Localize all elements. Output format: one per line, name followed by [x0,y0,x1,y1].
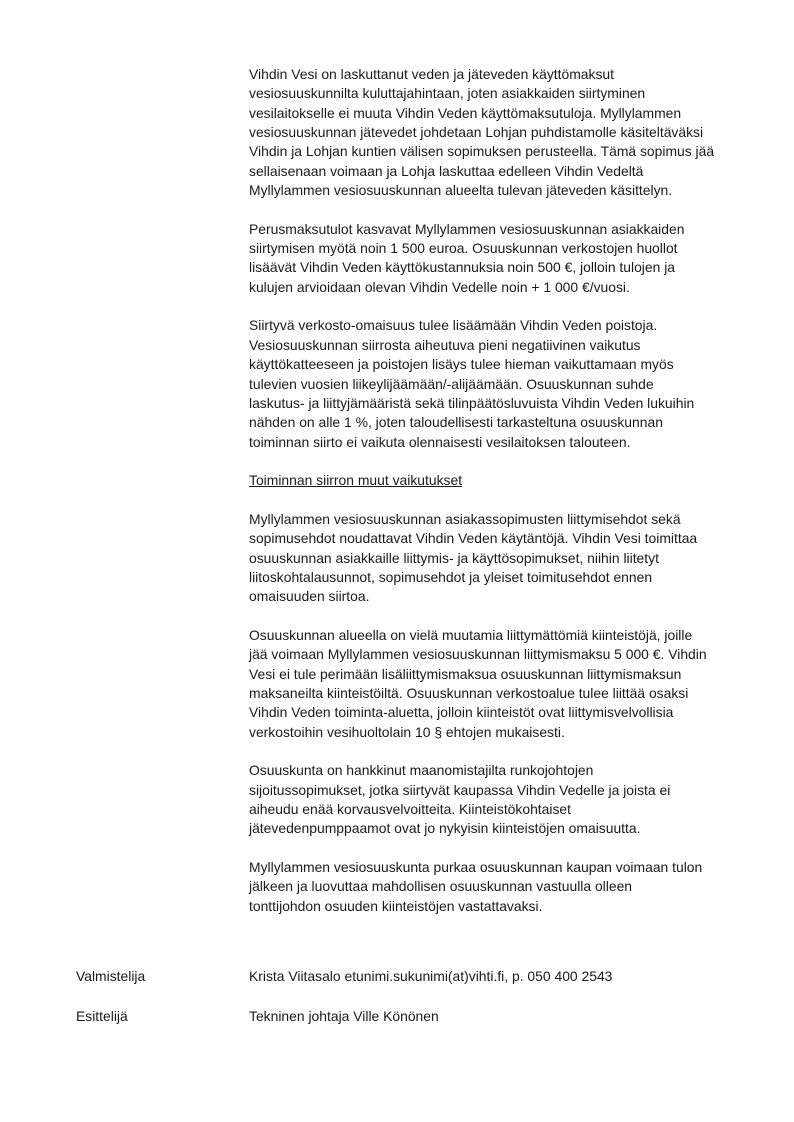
text-line: nähden on alle 1 %, joten taloudellisesti tarkasteltuna osuuskunnan [249,414,663,431]
text-line: maksaneilta kiinteistöiltä. Osuuskunnan verkostoalue tulee liittää osaksi [249,685,689,701]
text-line: Myllylammen vesiosuuskunnan asiakassopimusten liittymisehdot sekä [249,510,681,527]
section-heading: Toiminnan siirron muut vaikutukset [249,472,463,489]
signature-label: Esittelijä [76,1008,128,1024]
text-line: aiheudu enää korvausvelvoitteita. Kiinteistökohtaiset [249,801,572,818]
text-line: vesilaitokselle ei muuta Vihdin Veden käyttömaksutuloja. Myllylammen [249,104,682,121]
text-line: Vihdin ja Lohjan kuntien välisen sopimuksen perusteella. Tämä sopimus jää [249,143,715,160]
text-line: Myllylammen vesiosuuskunnan alueelta tulevan jäteveden käsittelyn. [249,182,673,199]
text-line: siirtymisen myötä noin 1 500 euroa. Osuuskunnan verkostojen huollot [249,240,678,257]
text-line: jälkeen ja luovuttaa mahdollisen osuuskunnan vastuulla olleen [249,878,633,895]
text-line: kulujen arvioidaan olevan Vihdin Vedelle noin + 1 000 €/vuosi. [249,278,630,295]
paragraph-contracts [249,510,769,607]
text-line: lisäävät Vihdin Veden käyttökustannuksia noin 500 €, jolloin tulojen ja [249,259,676,276]
paragraph-connection-fees [249,626,769,742]
text-line: Osuuskunnan alueella on vielä muutamia liittymättömiä kiinteistöjä, joille [249,626,693,643]
paragraph-land-agreements [249,761,769,838]
text-line: Siirtyvä verkosto-omaisuus tulee lisäämään Vihdin Veden poistoja. [249,317,658,334]
signature-value: Krista Viitasalo etunimi.sukunimi(at)vihti.fi, p. 050 400 2543 [249,968,613,984]
text-line: omaisuuden siirtoa. [249,588,370,605]
paragraph-network-assets [249,316,769,451]
text-line: laskutus- ja liittyjämääristä sekä tilinpäätösluvuista Vihdin Veden lukuihin [249,394,695,411]
text-line: verkostoihin vesihuoltolain 10 § ehtojen mukaisesti. [249,723,565,740]
text-line: tulevien vuosien liikeylijäämään/-alijäämään. Osuuskunnan suhde [249,375,654,392]
text-line: sopimusehdot noudattavat Vihdin Veden käytäntöjä. Vihdin Vesi toimittaa [249,530,698,547]
text-line: vesiosuuskunnilta kuluttajahintaan, joten asiakkaiden siirtyminen [249,85,646,102]
text-line: Vihdin Veden toiminta-aluetta, jolloin kiinteistöt ovat liittymisvelvollisia [249,704,674,721]
document-body [249,65,769,935]
text-line: vesiosuuskunnan jätevedet johdetaan Lohjan puhdistamolle käsiteltäväksi [249,124,704,141]
text-line: jää voimaan Myllylammen vesiosuuskunnan liittymismaksu 5 000 €. Vihdin [249,646,707,663]
text-line: Perusmaksutulot kasvavat Myllylammen vesiosuuskunnan asiakkaiden [249,220,685,237]
signature-value: Tekninen johtaja Ville Könönen [249,1008,439,1024]
text-line: sijoitussopimukset, jotka siirtyvät kaupassa Vihdin Vedelle ja joista ei [249,781,671,798]
text-line: Vesi ei tule perimään lisäliittymismaksua osuuskunnan liittymismaksun [249,665,682,682]
signature-row-presenter [76,1007,439,1026]
paragraph-base-fees [249,220,769,297]
paragraph-dissolution [249,858,769,916]
text-line: Vesiosuuskunnan siirrosta aiheutuva pieni negatiivinen vaikutus [249,336,641,353]
text-line: Osuuskunta on hankkinut maanomistajilta runkojohtojen [249,762,594,779]
text-line: sellaisenaan voimaan ja Lohja laskuttaa edelleen Vihdin Vedeltä [249,162,644,179]
text-line: liitoskohtalausunnot, sopimusehdot ja yleiset toimitusehdot ennen [249,568,653,585]
text-line: osuuskunnan asiakkaille liittymis- ja käyttösopimukset, niihin liitetyt [249,549,659,566]
text-line: käyttökatteeseen ja poistojen lisäys tulee hieman vaikuttamaan myös [249,356,674,373]
text-line: toiminnan siirto ei vaikuta olennaisesti vesilaitoksen talouteen. [249,433,631,450]
text-line: Vihdin Vesi on laskuttanut veden ja jäteveden käyttömaksut [249,66,614,82]
paragraph-billing [249,65,769,200]
text-line: Myllylammen vesiosuuskunta purkaa osuuskunnan kaupan voimaan tulon [249,859,703,876]
text-line: jätevedenpumppaamot ovat jo nykyisin kiinteistöjen omaisuutta. [249,820,641,837]
signature-row-preparer [76,967,612,986]
text-line: tonttijohdon osuuden kiinteistöjen vastattavaksi. [249,897,543,914]
signature-label: Valmistelija [76,968,146,984]
